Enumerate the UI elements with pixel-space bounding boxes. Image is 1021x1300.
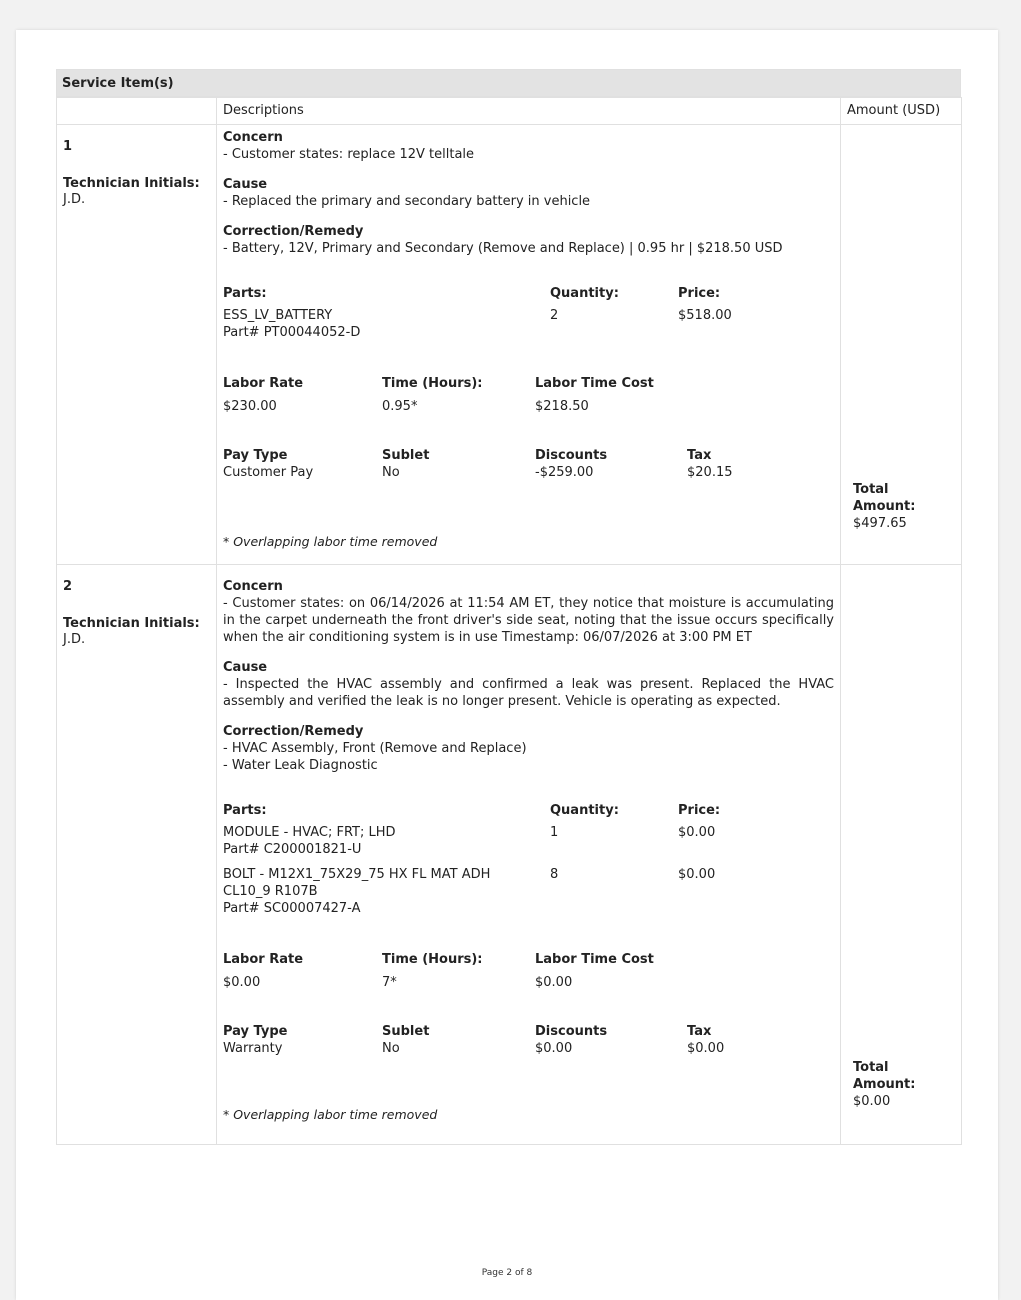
tax-value: $0.00 — [687, 1041, 725, 1056]
part-price: $0.00 — [678, 825, 716, 840]
part-number: Part# SC00007427-A — [223, 901, 361, 916]
total-amount-label: Total — [853, 1060, 889, 1075]
part-quantity: 1 — [550, 825, 559, 840]
concern-text: - Customer states: on 06/14/2026 at 11:54 AM ET, they notice that moisture is accumulating in the carpet underneath the front driver's side seat, noting that the issue occurs specifically when the air conditioning system is in use Timestamp: 06/07/2026 at 3:00 PM ET — [223, 596, 834, 645]
total-amount-label-2: Amount: — [853, 1077, 916, 1092]
time-hours-header: Time (Hours): — [382, 952, 483, 967]
part-price: $518.00 — [678, 308, 732, 323]
total-amount-label: Total — [853, 482, 889, 497]
sublet-value: No — [382, 465, 400, 480]
item-meta-cell — [57, 565, 217, 1145]
concern-text: - Customer states: replace 12V telltale — [223, 147, 475, 162]
labor-time-cost-value: $0.00 — [535, 975, 573, 990]
labor-footnote: * Overlapping labor time removed — [223, 534, 438, 549]
correction-text: - Water Leak Diagnostic — [223, 758, 378, 773]
item-number: 1 — [63, 139, 73, 154]
technician-initials-value: J.D. — [63, 632, 86, 647]
document-page — [16, 30, 998, 1300]
labor-rate-value: $230.00 — [223, 399, 277, 414]
part-price: $0.00 — [678, 867, 716, 882]
item-description-cell — [217, 565, 841, 1145]
total-amount-value: $497.65 — [853, 516, 907, 531]
item-amount-cell — [841, 565, 962, 1145]
concern-label: Concern — [223, 130, 283, 145]
labor-time-cost-header: Labor Time Cost — [535, 952, 654, 967]
cause-text: - Replaced the primary and secondary battery in vehicle — [223, 194, 591, 209]
item-number: 2 — [63, 579, 73, 594]
concern-label: Concern — [223, 579, 283, 594]
total-amount-label-2: Amount: — [853, 499, 916, 514]
technician-initials-value: J.D. — [63, 192, 86, 207]
page-indicator: Page 2 of 8 — [481, 1268, 533, 1278]
correction-text: - Battery, 12V, Primary and Secondary (Remove and Replace) | 0.95 hr | $218.50 USD — [223, 241, 783, 256]
section-title: Service Item(s) — [56, 69, 961, 97]
part-number: Part# PT00044052-D — [223, 325, 361, 340]
total-amount-value: $0.00 — [853, 1094, 891, 1109]
discounts-value: $0.00 — [535, 1041, 573, 1056]
pay-type-header: Pay Type — [223, 448, 288, 463]
service-items-table — [56, 97, 962, 1145]
discounts-value: -$259.00 — [535, 465, 594, 480]
service-item-row — [57, 125, 962, 565]
price-header: Price: — [678, 803, 721, 818]
part-name: ESS_LV_BATTERY — [223, 308, 333, 323]
parts-header: Parts: — [223, 803, 267, 818]
correction-text: - HVAC Assembly, Front (Remove and Replace) — [223, 741, 527, 756]
discounts-header: Discounts — [535, 448, 608, 463]
cause-label: Cause — [223, 177, 268, 192]
part-number: Part# C200001821-U — [223, 842, 362, 857]
time-hours-value: 7* — [382, 975, 397, 990]
column-header-descriptions: Descriptions — [217, 98, 841, 125]
part-quantity: 8 — [550, 867, 559, 882]
part-name: BOLT - M12X1_75X29_75 HX FL MAT ADH CL10_9 R107B — [223, 867, 491, 899]
tax-header: Tax — [687, 448, 712, 463]
sublet-value: No — [382, 1041, 400, 1056]
time-hours-value: 0.95* — [382, 399, 418, 414]
pay-type-header: Pay Type — [223, 1024, 288, 1039]
tax-header: Tax — [687, 1024, 712, 1039]
part-name: MODULE - HVAC; FRT; LHD — [223, 825, 396, 840]
part-line — [223, 866, 834, 917]
discounts-header: Discounts — [535, 1024, 608, 1039]
pay-type-value: Customer Pay — [223, 465, 314, 480]
technician-initials-label: Technician Initials: — [63, 176, 200, 191]
sublet-header: Sublet — [382, 448, 430, 463]
price-header: Price: — [678, 286, 721, 301]
time-hours-header: Time (Hours): — [382, 376, 483, 391]
labor-rate-header: Labor Rate — [223, 952, 304, 967]
tax-value: $20.15 — [687, 465, 733, 480]
labor-time-cost-value: $218.50 — [535, 399, 589, 414]
total-amount-box — [853, 481, 915, 532]
quantity-header: Quantity: — [550, 803, 619, 818]
correction-label: Correction/Remedy — [223, 724, 364, 739]
part-line — [223, 824, 834, 858]
technician-initials-label: Technician Initials: — [63, 616, 200, 631]
column-header-row — [57, 98, 962, 125]
cause-text: - Inspected the HVAC assembly and confirmed a leak was present. Replaced the HVAC assembly and verified the leak is no longer present. Vehicle is operating as expected. — [223, 677, 834, 709]
item-meta-cell — [57, 125, 217, 565]
column-header-blank — [57, 98, 217, 125]
item-amount-cell — [841, 125, 962, 565]
labor-footnote: * Overlapping labor time removed — [223, 1107, 438, 1122]
pay-type-value: Warranty — [223, 1041, 283, 1056]
labor-time-cost-header: Labor Time Cost — [535, 376, 654, 391]
labor-rate-value: $0.00 — [223, 975, 261, 990]
part-line — [223, 307, 834, 341]
service-item-row — [57, 565, 962, 1145]
labor-rate-header: Labor Rate — [223, 376, 304, 391]
part-quantity: 2 — [550, 308, 559, 323]
item-description-cell — [217, 125, 841, 565]
cause-label: Cause — [223, 660, 268, 675]
correction-label: Correction/Remedy — [223, 224, 364, 239]
service-items-section — [56, 69, 961, 1145]
total-amount-box — [853, 1059, 915, 1110]
column-header-amount: Amount (USD) — [841, 98, 962, 125]
quantity-header: Quantity: — [550, 286, 619, 301]
sublet-header: Sublet — [382, 1024, 430, 1039]
parts-header: Parts: — [223, 286, 267, 301]
